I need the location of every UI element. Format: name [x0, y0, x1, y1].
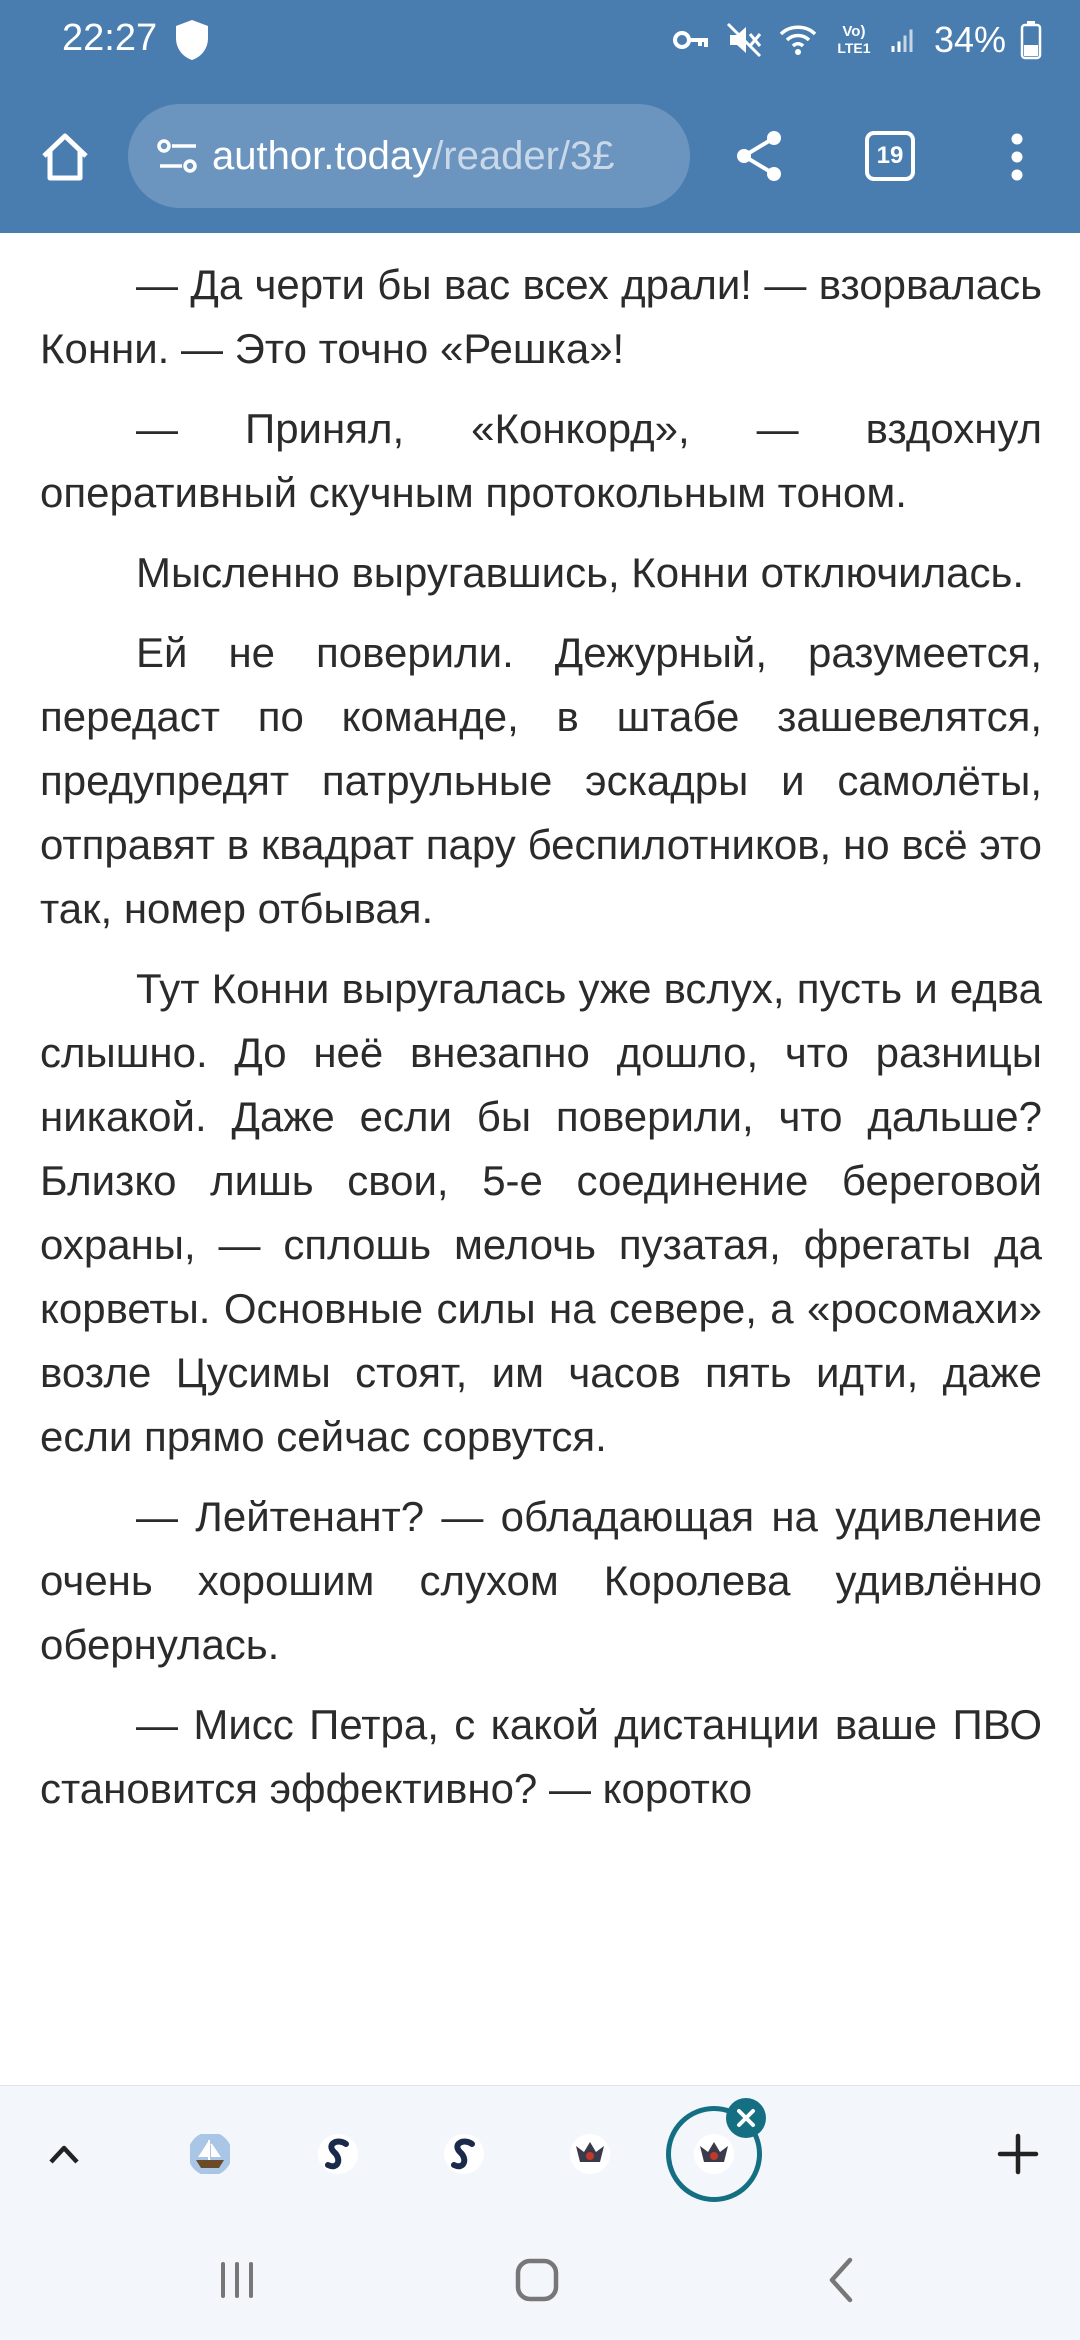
share-icon — [732, 128, 788, 184]
close-tab-button[interactable] — [726, 2098, 766, 2138]
home-nav-button[interactable] — [502, 2250, 572, 2310]
paragraph: — Мисс Петра, с какой дистанции ваше ПВО становится эффективно? — коротко — [40, 1701, 1042, 1812]
tab-s-1[interactable] — [310, 2126, 366, 2182]
tab-ship[interactable] — [182, 2126, 238, 2182]
battery-percent: 34% — [933, 19, 1006, 60]
address-bar[interactable] — [128, 104, 690, 208]
home-button[interactable] — [30, 122, 100, 192]
recents-button[interactable] — [202, 2250, 272, 2310]
tab-switcher-button[interactable] — [858, 126, 922, 186]
ship-favicon-icon — [188, 2132, 232, 2176]
more-vert-icon — [1010, 132, 1024, 182]
site-settings-icon[interactable] — [156, 136, 200, 176]
browser-toolbar — [0, 100, 1080, 212]
back-chevron-icon — [826, 2256, 856, 2304]
crest-favicon-icon — [568, 2132, 612, 2176]
reader-content[interactable] — [40, 233, 1042, 2085]
shield-icon — [172, 18, 212, 62]
paragraph: Тут Конни выругалась уже вслух, пусть и едва слышно. До неё внезапно дошло, что разницы никакой. Даже если бы поверили, что дальше? Близко лишь свои, 5-е соединение береговой охраны, — сплошь мелочь пузатая, фрегаты да корветы. Основные силы на севере, а «росомахи» возле Цусимы стоят, им часов пять идти, даже если прямо сейчас сорвутся. — [40, 965, 1042, 1460]
wifi-icon — [778, 20, 818, 60]
url-text[interactable] — [212, 130, 682, 182]
system-nav-bar — [0, 2220, 1080, 2340]
status-icons — [670, 16, 1042, 64]
new-tab-button[interactable] — [990, 2126, 1046, 2182]
s-favicon-icon — [316, 2132, 360, 2176]
tab-strip — [0, 2085, 1080, 2220]
paragraph: — Да черти бы вас всех драли! — взорвалась Конни. — Это точно «Решка»! — [40, 261, 1042, 372]
share-button[interactable] — [724, 120, 796, 192]
signal-icon — [890, 20, 920, 60]
more-menu-button[interactable] — [1000, 122, 1034, 192]
url-host: author.today — [212, 134, 433, 178]
status-bar — [0, 0, 1080, 80]
s-favicon-icon — [442, 2132, 486, 2176]
paragraph: — Лейтенант? — обладающая на удивление очень хорошим слухом Королева удивлённо обернулась. — [40, 1493, 1042, 1668]
paragraph: Мысленно выругавшись, Конни отключилась. — [136, 549, 1024, 596]
battery-icon — [1020, 20, 1042, 60]
plus-icon — [997, 2133, 1039, 2175]
lte-top-label: Vo) — [842, 23, 866, 40]
volte-lte-icon — [832, 20, 876, 60]
close-icon — [735, 2107, 757, 2129]
paragraph: — Принял, «Конкорд», — вздохнул оперативный скучным протокольным тоном. — [40, 405, 1042, 516]
tab-count: 19 — [865, 131, 915, 181]
clock: 22:27 — [62, 17, 158, 59]
home-icon — [38, 130, 92, 184]
vpn-key-icon — [670, 20, 710, 60]
expand-tabs-button[interactable] — [38, 2128, 90, 2180]
mute-icon — [724, 20, 764, 60]
back-button[interactable] — [806, 2250, 876, 2310]
home-square-icon — [513, 2256, 561, 2304]
browser-chrome — [0, 0, 1080, 233]
tab-crest[interactable] — [562, 2126, 618, 2182]
recents-icon — [215, 2260, 259, 2300]
chevron-up-icon — [47, 2142, 81, 2166]
lte-bottom-label: LTE1 — [837, 40, 871, 56]
crest-favicon-icon — [692, 2132, 736, 2176]
tab-s-2[interactable] — [436, 2126, 492, 2182]
url-path: /reader/3£ — [432, 134, 615, 178]
paragraph: Ей не поверили. Дежурный, разумеется, передаст по команде, в штабе зашевелятся, предупредят патрульные эскадры и самолёты, отправят в квадрат пару беспилотников, но всё это так, номер отбывая. — [40, 629, 1042, 932]
